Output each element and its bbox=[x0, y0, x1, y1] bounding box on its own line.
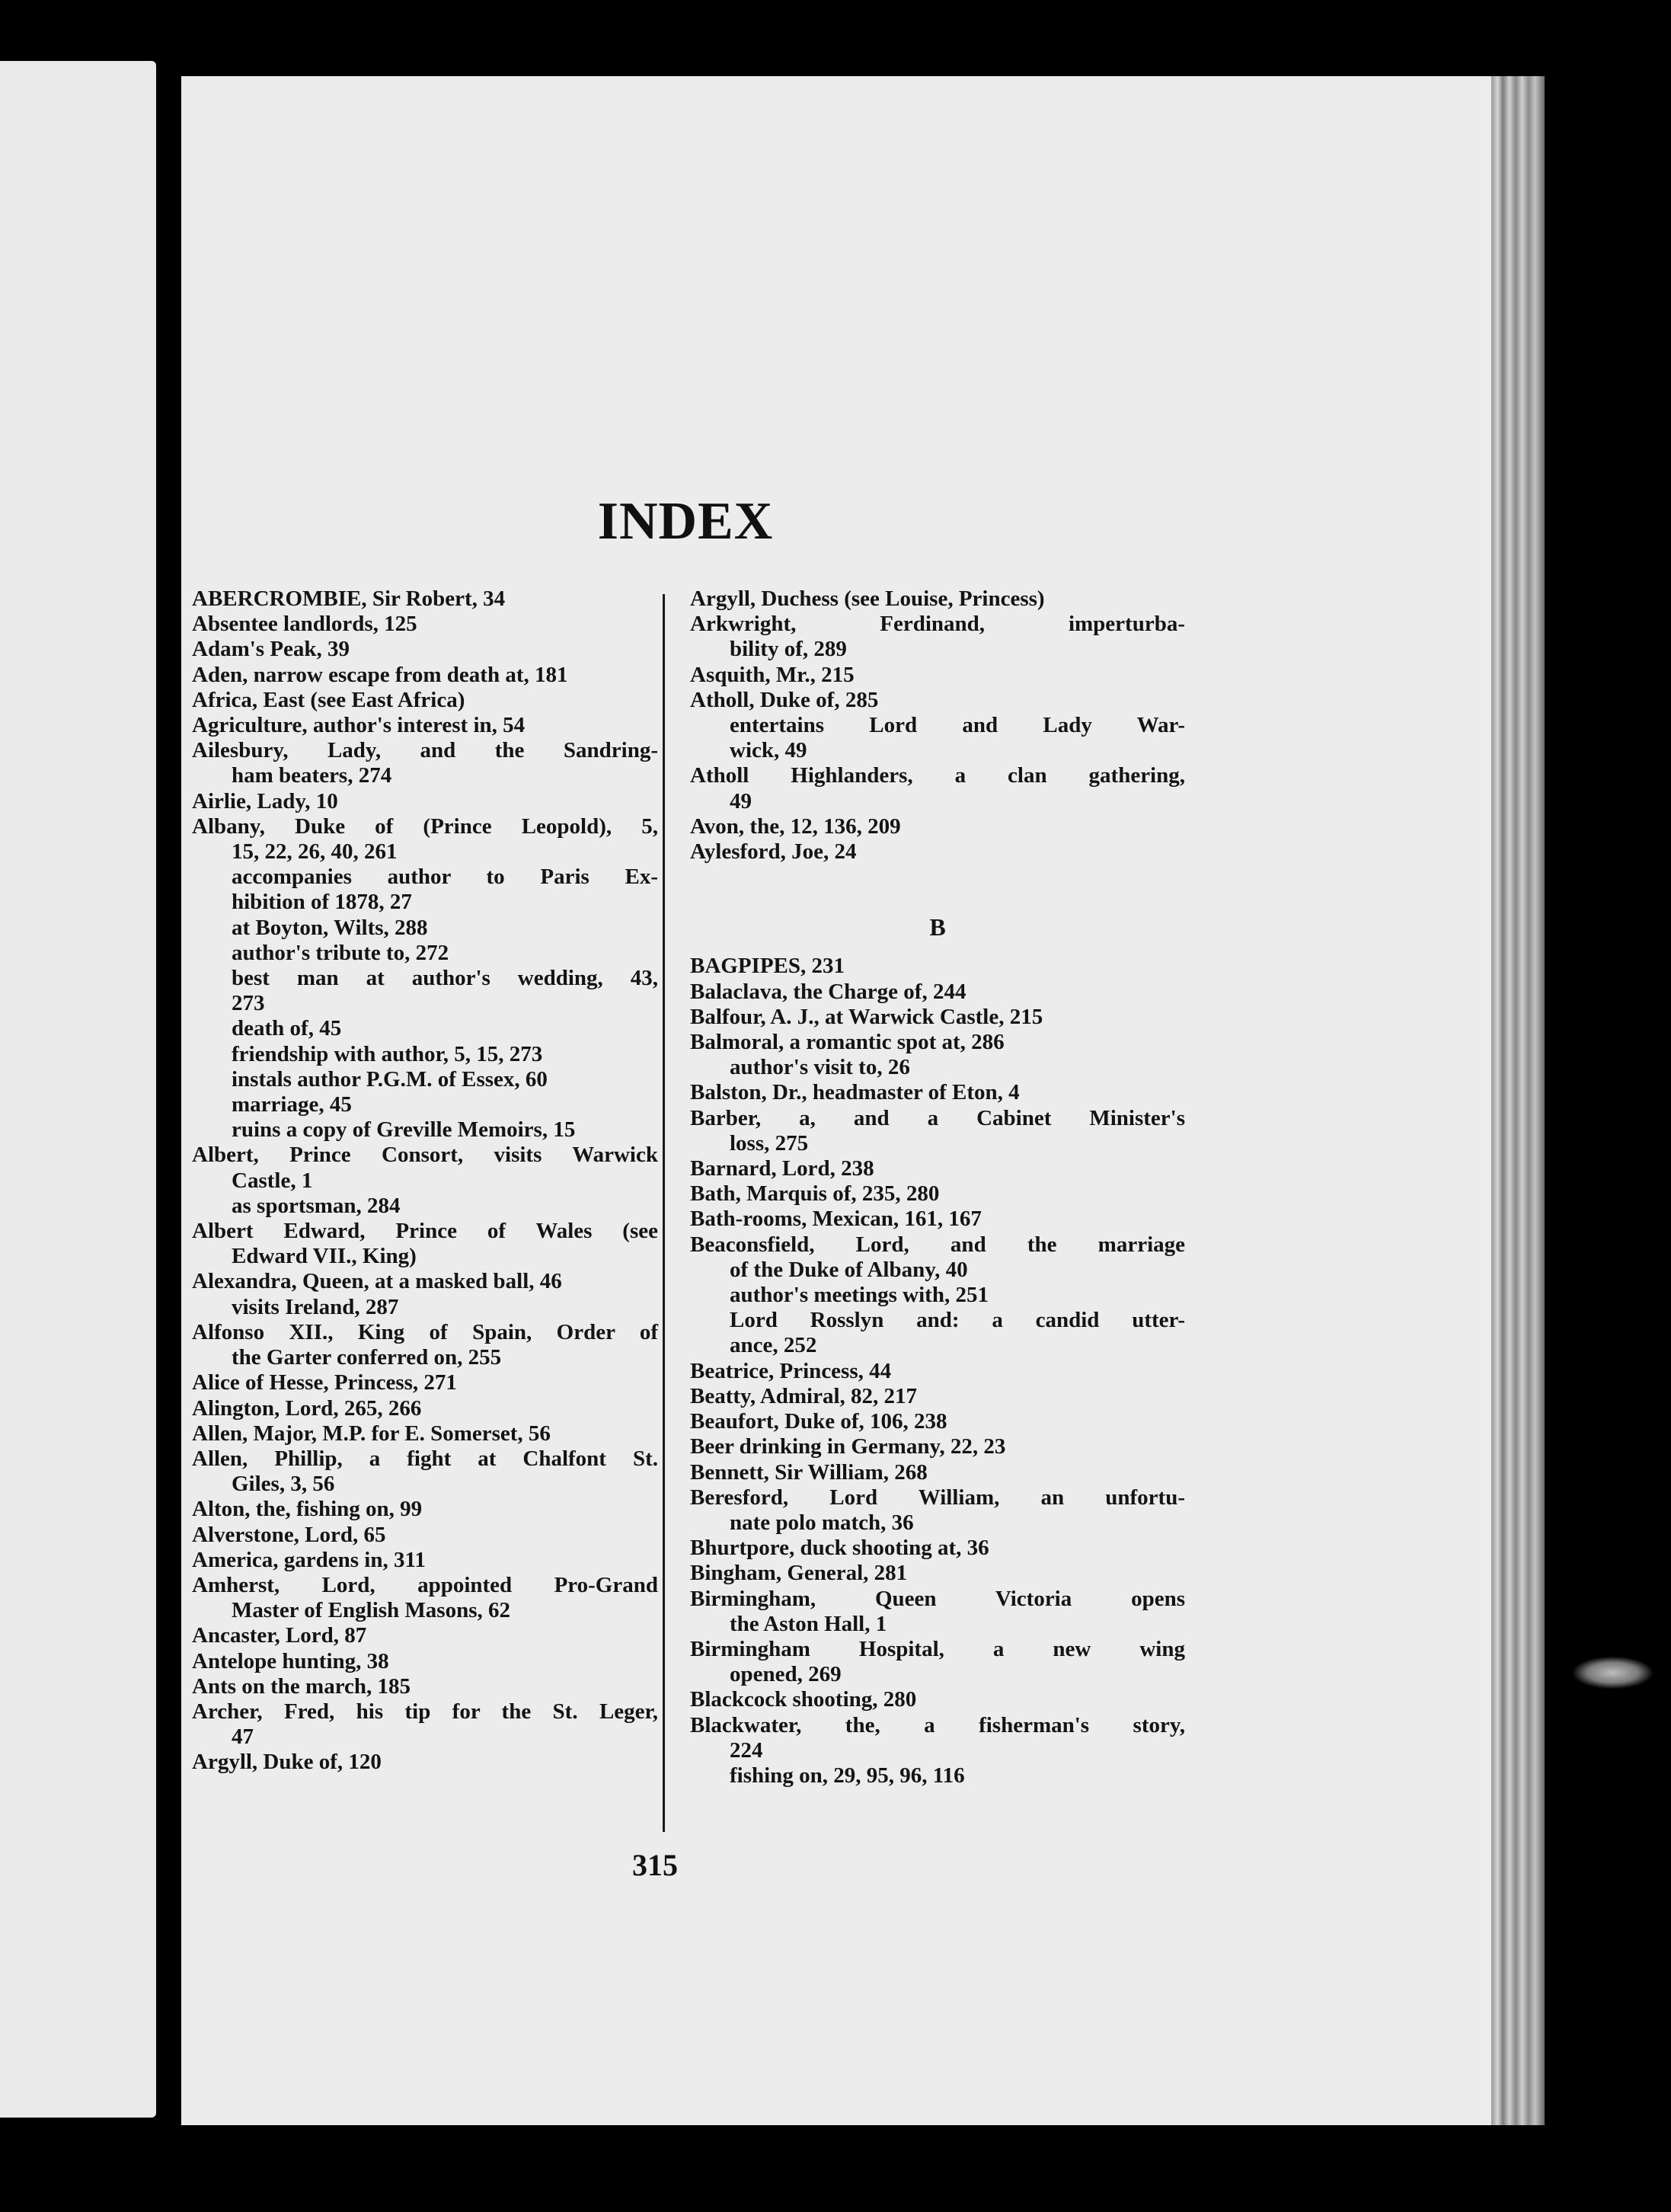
index-entry: Alice of Hesse, Princess, 271 bbox=[192, 1370, 457, 1395]
index-entry: Beresford, Lord William, an unfortu- bbox=[690, 1485, 1185, 1510]
index-entry: Bennett, Sir William, 268 bbox=[690, 1459, 928, 1485]
index-entry: America, gardens in, 311 bbox=[192, 1547, 426, 1572]
index-entry: Beaufort, Duke of, 106, 238 bbox=[690, 1409, 947, 1434]
index-entry: Amherst, Lord, appointed Pro-Grand bbox=[192, 1572, 658, 1597]
index-entry: wick, 49 bbox=[730, 738, 807, 763]
index-entry: as sportsman, 284 bbox=[232, 1193, 401, 1218]
index-entry: instals author P.G.M. of Essex, 60 bbox=[232, 1066, 548, 1092]
index-column-left bbox=[192, 587, 658, 1776]
index-entry: ance, 252 bbox=[730, 1333, 817, 1358]
index-entry: Beer drinking in Germany, 22, 23 bbox=[690, 1434, 1006, 1459]
index-entry: the Garter conferred on, 255 bbox=[232, 1345, 502, 1370]
index-entry: Africa, East (see East Africa) bbox=[192, 687, 465, 712]
index-section-b bbox=[690, 954, 1185, 1788]
index-entry: Argyll, Duchess (see Louise, Princess) bbox=[690, 587, 1045, 611]
index-entry: Bhurtpore, duck shooting at, 36 bbox=[690, 1536, 989, 1561]
index-entry: ham beaters, 274 bbox=[232, 763, 392, 788]
index-entry: 49 bbox=[730, 788, 752, 814]
page-number: 315 bbox=[632, 1848, 678, 1882]
index-entry: accompanies author to Paris Ex- bbox=[232, 865, 658, 890]
index-entry: Beatrice, Princess, 44 bbox=[690, 1358, 892, 1383]
index-entry: loss, 275 bbox=[730, 1130, 809, 1156]
index-entry: ABERCROMBIE, Sir Robert, 34 bbox=[192, 587, 506, 611]
index-entry: Atholl Highlanders, a clan gathering, bbox=[690, 763, 1185, 788]
index-entry: the Aston Hall, 1 bbox=[730, 1611, 887, 1636]
index-entry: Balaclava, the Charge of, 244 bbox=[690, 979, 966, 1004]
index-entry: at Boyton, Wilts, 288 bbox=[232, 915, 428, 940]
index-entry: Alington, Lord, 265, 266 bbox=[192, 1395, 422, 1421]
index-entry: Alverstone, Lord, 65 bbox=[192, 1522, 386, 1547]
index-entry: Aden, narrow escape from death at, 181 bbox=[192, 662, 568, 687]
index-entry: Castle, 1 bbox=[232, 1168, 313, 1193]
index-entry: Antelope hunting, 38 bbox=[192, 1648, 389, 1673]
index-entry: Albert, Prince Consort, visits Warwick bbox=[192, 1143, 658, 1168]
index-entry: Ancaster, Lord, 87 bbox=[192, 1623, 367, 1648]
index-entry: hibition of 1878, 27 bbox=[232, 890, 412, 915]
column-divider bbox=[663, 594, 665, 1832]
index-entry: Archer, Fred, his tip for the St. Leger, bbox=[192, 1699, 658, 1724]
section-heading-b: B bbox=[929, 913, 946, 941]
index-entry: entertains Lord and Lady War- bbox=[730, 713, 1185, 738]
index-section-a-continued bbox=[690, 587, 1185, 865]
index-entry: Argyll, Duke of, 120 bbox=[192, 1750, 382, 1775]
index-entry: Beaconsfield, Lord, and the marriage bbox=[690, 1232, 1185, 1257]
index-entry: 273 bbox=[232, 991, 265, 1016]
page-title: INDEX bbox=[597, 492, 774, 551]
index-entry: Balfour, A. J., at Warwick Castle, 215 bbox=[690, 1004, 1043, 1029]
index-entry: ruins a copy of Greville Memoirs, 15 bbox=[232, 1117, 576, 1143]
index-entry: Albert Edward, Prince of Wales (see bbox=[192, 1219, 658, 1244]
index-entry: Balston, Dr., headmaster of Eton, 4 bbox=[690, 1080, 1020, 1105]
index-entry: Blackcock shooting, 280 bbox=[690, 1687, 917, 1712]
index-entry: Balmoral, a romantic spot at, 286 bbox=[690, 1030, 1005, 1055]
index-entry: Absentee landlords, 125 bbox=[192, 612, 417, 637]
index-entry: BAGPIPES, 231 bbox=[690, 954, 845, 979]
index-entry: Barnard, Lord, 238 bbox=[690, 1156, 874, 1181]
index-entry: Allen, Phillip, a fight at Chalfont St. bbox=[192, 1446, 658, 1471]
index-entry: of the Duke of Albany, 40 bbox=[730, 1257, 968, 1282]
left-page-edge bbox=[0, 61, 156, 2118]
index-entry: Edward VII., King) bbox=[232, 1244, 417, 1269]
index-entry: author's meetings with, 251 bbox=[730, 1283, 989, 1308]
index-entry: nate polo match, 36 bbox=[730, 1510, 914, 1535]
index-entry: Ailesbury, Lady, and the Sandring- bbox=[192, 738, 658, 763]
index-entry: Birmingham, Queen Victoria opens bbox=[690, 1586, 1185, 1611]
index-entry: Arkwright, Ferdinand, imperturba- bbox=[690, 612, 1185, 637]
index-entry: bility of, 289 bbox=[730, 637, 847, 662]
index-entry: Lord Rosslyn and: a candid utter- bbox=[730, 1308, 1185, 1333]
scan-smudge bbox=[1573, 1657, 1653, 1689]
index-entry: 47 bbox=[232, 1725, 254, 1750]
index-entry: Alfonso XII., King of Spain, Order of bbox=[192, 1319, 658, 1344]
index-entry: Master of English Masons, 62 bbox=[232, 1598, 511, 1623]
index-entry: Albany, Duke of (Prince Leopold), 5, bbox=[192, 814, 658, 839]
index-entry: Bath-rooms, Mexican, 161, 167 bbox=[690, 1207, 982, 1232]
index-entry: Bath, Marquis of, 235, 280 bbox=[690, 1181, 940, 1207]
index-entry: fishing on, 29, 95, 96, 116 bbox=[730, 1763, 965, 1788]
section-gap bbox=[690, 865, 1185, 915]
index-column-right bbox=[690, 587, 1185, 1788]
index-entry: opened, 269 bbox=[730, 1662, 842, 1687]
index-entry: Barber, a, and a Cabinet Minister's bbox=[690, 1105, 1185, 1130]
index-entry: Allen, Major, M.P. for E. Somerset, 56 bbox=[192, 1421, 551, 1446]
index-entry: Blackwater, the, a fisherman's story, bbox=[690, 1712, 1185, 1737]
index-entry: 224 bbox=[730, 1737, 763, 1763]
index-entry: Alton, the, fishing on, 99 bbox=[192, 1497, 423, 1522]
index-entry: visits Ireland, 287 bbox=[232, 1294, 399, 1319]
page-edges bbox=[1491, 76, 1545, 2125]
index-entry: 15, 22, 26, 40, 261 bbox=[232, 839, 398, 865]
index-entry: death of, 45 bbox=[232, 1016, 342, 1041]
index-entry: Airlie, Lady, 10 bbox=[192, 788, 338, 814]
index-entry: Beatty, Admiral, 82, 217 bbox=[690, 1383, 918, 1408]
index-entry: marriage, 45 bbox=[232, 1092, 352, 1117]
index-entry: Alexandra, Queen, at a masked ball, 46 bbox=[192, 1269, 562, 1294]
index-entry: Avon, the, 12, 136, 209 bbox=[690, 814, 901, 839]
index-entry: Ants on the march, 185 bbox=[192, 1673, 411, 1699]
index-entry: Atholl, Duke of, 285 bbox=[690, 687, 879, 712]
index-entry: Asquith, Mr., 215 bbox=[690, 662, 855, 687]
index-entry: Adam's Peak, 39 bbox=[192, 637, 350, 662]
index-entry: Aylesford, Joe, 24 bbox=[690, 839, 857, 865]
index-entry: friendship with author, 5, 15, 273 bbox=[232, 1041, 543, 1066]
index-entry: Birmingham Hospital, a new wing bbox=[690, 1636, 1185, 1661]
index-entry: Giles, 3, 56 bbox=[232, 1472, 335, 1497]
index-entry: Agriculture, author's interest in, 54 bbox=[192, 713, 526, 738]
index-entry: author's visit to, 26 bbox=[730, 1055, 910, 1080]
index-entry: best man at author's wedding, 43, bbox=[232, 966, 658, 991]
index-entry: Bingham, General, 281 bbox=[690, 1561, 908, 1586]
index-entry: author's tribute to, 272 bbox=[232, 940, 449, 965]
